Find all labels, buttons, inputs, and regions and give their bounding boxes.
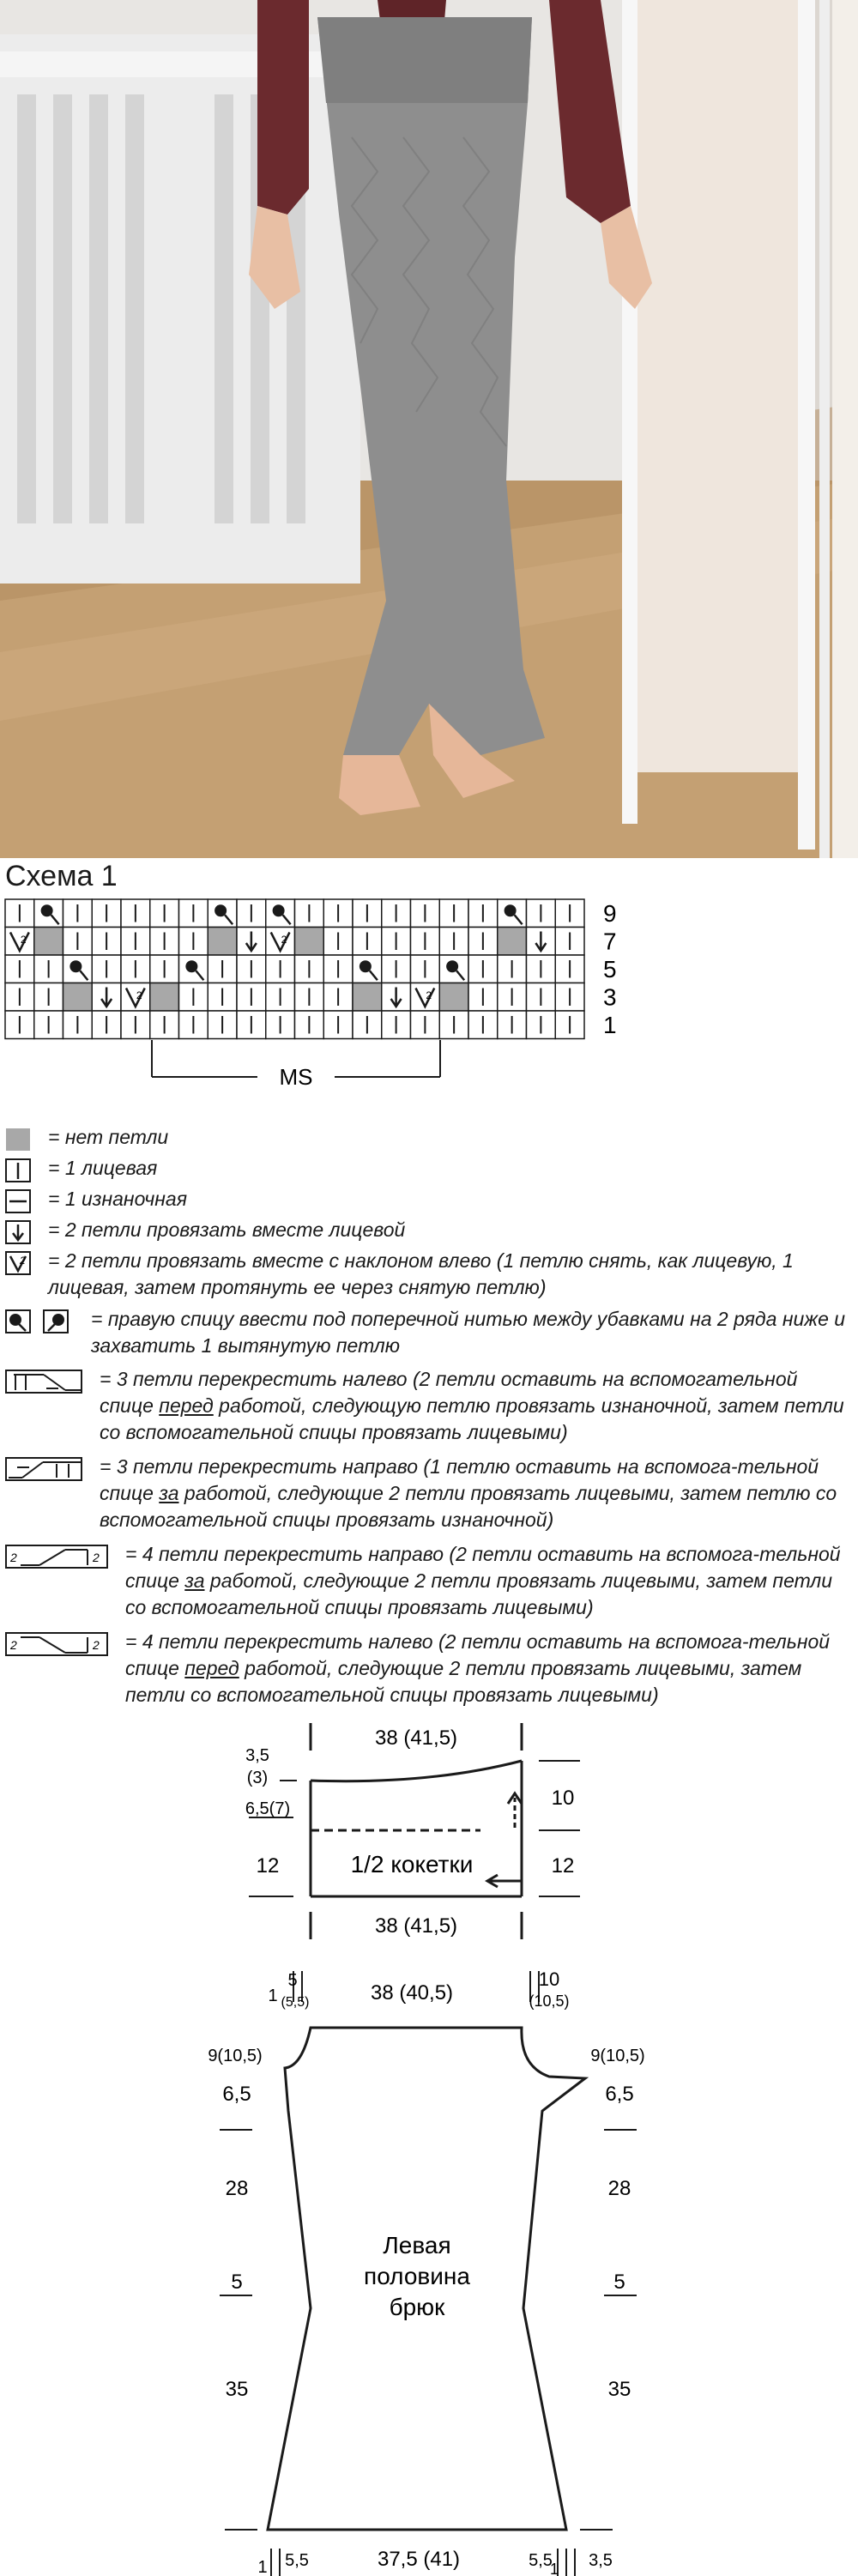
trousers-right-len2: 35 — [607, 2378, 631, 2401]
trousers-top-right-b: (10,5) — [529, 1992, 570, 2010]
k2tog-symbol — [5, 1220, 31, 1246]
trousers-bottom-right-c: 3,5 — [589, 2551, 613, 2570]
yoke-right-upper: 10 — [551, 1787, 575, 1810]
row-number: 3 — [603, 983, 617, 1011]
row-number: 9 — [603, 900, 617, 927]
trousers-label-line2: половина — [364, 2263, 470, 2289]
scheme-title: Схема 1 — [5, 860, 118, 892]
trousers-bottom-width: 37,5 (41) — [377, 2548, 461, 2571]
chart-cell — [295, 928, 324, 956]
lifted-stitch-mark — [446, 960, 458, 972]
chart-cell — [150, 983, 179, 1012]
trousers-left-u2: 5 — [231, 2271, 243, 2294]
lifted-stitch-mark — [185, 960, 197, 972]
trousers-label-line3: брюк — [389, 2294, 445, 2320]
yoke-left-mid: 6,5(7) — [245, 1799, 291, 1818]
svg-text:2: 2 — [93, 1638, 100, 1652]
trousers-label-line1: Левая — [383, 2232, 451, 2259]
yoke-bottom-width: 38 (41,5) — [374, 1914, 458, 1938]
ssk-symbol — [5, 1251, 31, 1277]
trousers-bottom-right-a: 5,5 — [529, 2551, 553, 2570]
pattern-schematic — [0, 1708, 858, 2576]
trousers-left-len2: 35 — [225, 2378, 249, 2401]
chart-cell — [208, 928, 237, 956]
trousers-bottom-left-a: 1 — [257, 2558, 268, 2576]
lifted-stitch-symbols — [5, 1309, 74, 1335]
photo-knitted-trousers — [0, 0, 858, 858]
waistband — [317, 17, 532, 103]
row-number: 5 — [603, 956, 617, 983]
yoke-label: 1/2 кокетки — [350, 1851, 474, 1878]
trousers-top-left-a: 1 — [268, 1986, 278, 2005]
ssk-digit: 2 — [281, 933, 287, 946]
repeat-label: MS — [279, 1064, 313, 1090]
row-number: 7 — [603, 928, 617, 955]
row-number: 1 — [603, 1012, 617, 1038]
legend-item-c3-right: = 3 петли перекрестить направо (1 петлю оставить на вспомога-тельной спице за работой, следующие 2 петли провязать лицевыми, затем петлю со вспомогательной спицы провязать изнаночной) — [5, 1454, 855, 1536]
chart-grid — [5, 899, 584, 1039]
scarf-left — [257, 0, 309, 215]
trousers-top-left-b: 5 — [287, 1971, 298, 1990]
legend-item-c4-right: 2 2 = 4 петли перекрестить направо (2 петли оставить на вспомога-тельной спице за работой, следующие 2 петли провязать лицевыми, затем петли со вспомогательной спицы провязать лицевыми) — [5, 1541, 855, 1624]
chart-cell — [439, 983, 468, 1012]
yoke-left-top-sub: (3) — [246, 1769, 269, 1787]
yoke-left-top: 3,5 — [245, 1746, 269, 1765]
cross-4-right-symbol — [5, 1545, 108, 1570]
lifted-stitch-mark — [69, 960, 82, 972]
knit-symbol — [5, 1158, 31, 1184]
trousers-left-len1: 28 — [225, 2177, 249, 2200]
legend-item-ssk: 2 = 2 петли провязать вместе с наклоном влево (1 петлю снять, как лицевую, 1 лицевая, затем протянуть ее через снятую петлю) — [5, 1248, 855, 1301]
lifted-stitch-mark — [273, 904, 285, 916]
trousers-bottom-left-b: 5,5 — [285, 2551, 309, 2570]
trousers-right-side-top: 9(10,5) — [590, 2047, 645, 2065]
svg-text:2: 2 — [93, 1551, 100, 1564]
svg-text:2: 2 — [10, 1551, 17, 1564]
trousers-top-left-c: (5,5) — [281, 1995, 310, 2010]
chart-cell — [34, 928, 63, 956]
trousers-left-side-top: 9(10,5) — [208, 2047, 263, 2065]
trousers-right-u2: 5 — [613, 2271, 625, 2294]
trousers-top-right-a: 10 — [538, 1968, 560, 1990]
lifted-stitch-mark — [214, 904, 227, 916]
yoke-schematic — [246, 1723, 580, 1939]
ssk-digit: 2 — [136, 989, 142, 1001]
no-stitch-symbol — [5, 1128, 31, 1153]
folding-screen — [635, 0, 798, 772]
legend-item-lifted: = правую спицу ввести под поперечной нитью между убавками на 2 ряда ниже и захватить 1 вытянутую петлю — [5, 1306, 855, 1359]
legend-item-c4-left: 2 2 = 4 петли перекрестить налево (2 петли оставить на вспомога-тельной спице перед работой, следующие 2 петли провязать лицевыми, затем петли со вспомогательной спицы провязать лицевыми) — [5, 1629, 855, 1711]
chart-cell — [63, 983, 93, 1012]
lifted-stitch-mark — [41, 904, 53, 916]
cross-3-right-symbol — [5, 1457, 82, 1483]
trousers-right-len1: 28 — [607, 2177, 631, 2200]
lifted-stitch-mark — [360, 960, 372, 972]
lifted-stitch-mark — [505, 904, 517, 916]
ssk-digit: 2 — [20, 933, 27, 946]
yoke-right-height: 12 — [551, 1854, 575, 1878]
svg-text:2: 2 — [10, 1638, 17, 1652]
stitch-chart — [0, 892, 652, 1133]
trousers-left-u1: 6,5 — [222, 2083, 251, 2106]
chart-cell — [498, 928, 527, 956]
yoke-left-height: 12 — [256, 1854, 280, 1878]
cross-3-left-symbol — [5, 1370, 82, 1395]
svg-text:2: 2 — [20, 1255, 26, 1267]
chart-cell — [353, 983, 382, 1012]
trousers-bottom-right-b: 1 — [549, 2561, 559, 2576]
row-numbers — [603, 900, 617, 1038]
purl-symbol — [5, 1189, 31, 1215]
trousers-right-u1: 6,5 — [605, 2083, 634, 2106]
cross-4-left-symbol — [5, 1632, 108, 1658]
legend-item-c3-left: = 3 петли перекрестить налево (2 петли оставить на вспомогательной спице перед работой, следующую петлю провязать изнаночной, затем петли со вспомогательной спицы провязать лицевыми) — [5, 1366, 855, 1448]
ssk-digit: 2 — [426, 989, 432, 1001]
yoke-top-width: 38 (41,5) — [374, 1726, 458, 1750]
trousers-top-width: 38 (40,5) — [370, 1981, 454, 2005]
